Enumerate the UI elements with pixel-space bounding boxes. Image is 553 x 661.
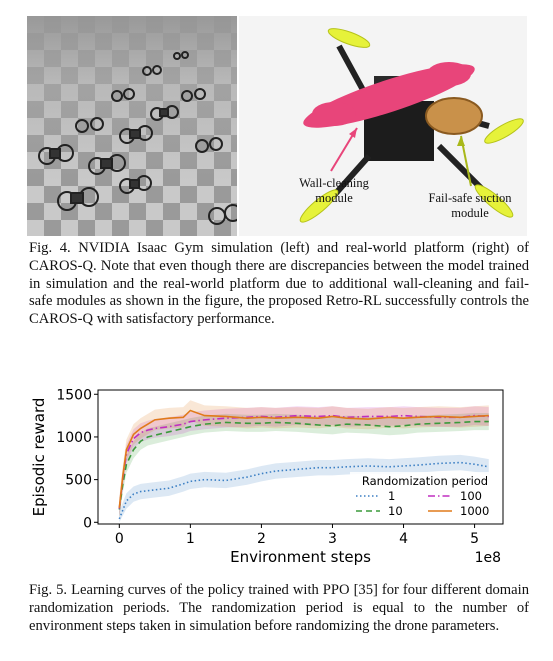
sim-drone	[196, 138, 222, 152]
sim-drone	[143, 66, 161, 75]
x-tick-label: 3	[328, 531, 337, 547]
sim-drone	[120, 176, 151, 193]
wall-cleaning-label: Wall-cleaning module	[299, 176, 369, 205]
x-tick-label: 5	[470, 531, 480, 547]
x-axis-scale-label: 1e8	[474, 550, 501, 566]
sim-drone	[39, 145, 73, 164]
y-tick-label: 0	[83, 515, 92, 532]
sim-drone	[58, 188, 98, 210]
propeller	[326, 25, 371, 51]
learning-curves-svg	[28, 378, 528, 574]
y-tick-label: 1500	[56, 387, 92, 404]
figure-5-chart	[28, 378, 528, 574]
x-axis-label: Environment steps	[230, 548, 371, 566]
x-tick-label: 0	[114, 531, 124, 547]
figure-4-images	[27, 16, 527, 236]
legend-label: 1000	[460, 504, 490, 518]
y-tick-label: 500	[65, 472, 92, 489]
legend-label: 1	[388, 489, 396, 503]
fail-safe-label: Fail-safe suction module	[428, 191, 512, 220]
sim-drone	[89, 155, 125, 174]
sim-drone	[174, 52, 188, 59]
legend-label: 10	[388, 504, 403, 518]
y-axis-label: Episodic reward	[30, 397, 48, 517]
x-tick-label: 4	[399, 531, 408, 547]
legend-label: 100	[460, 489, 482, 503]
sim-drone	[76, 118, 103, 132]
x-tick-label: 1	[185, 531, 195, 547]
x-tick-label: 2	[256, 531, 266, 547]
figure-5-caption: Fig. 5. Learning curves of the policy trained with PPO [35] for four different domain randomization periods. The randomization period is equal to the number of environment steps taken in simulation before randomizing the drone parameters.	[29, 582, 529, 634]
isaac-gym-simulation-image	[27, 16, 237, 236]
legend-title: Randomization period	[361, 474, 489, 488]
sim-drone	[112, 89, 134, 101]
sim-drone	[209, 205, 237, 224]
sim-drone	[120, 126, 152, 143]
y-tick-label: 1000	[56, 429, 92, 446]
sim-drone	[151, 106, 178, 120]
caros-q-real-platform-image	[239, 16, 527, 236]
propeller	[482, 115, 526, 147]
fail-safe-suction-cup	[426, 98, 482, 134]
figure-4-caption: Fig. 4. NVIDIA Isaac Gym simulation (left) and real-world platform (right) of CAROS-Q. Note that even though there are discrepancies between the model trained in simulation and the real-world platform due to additional wall-cleaning and fail-safe modules as shown in the figure, the proposed Retro-RL successfully controls the CAROS-Q with satisfactory performance.	[29, 240, 529, 328]
simulated-drones	[27, 16, 237, 236]
sim-drone	[182, 89, 205, 101]
